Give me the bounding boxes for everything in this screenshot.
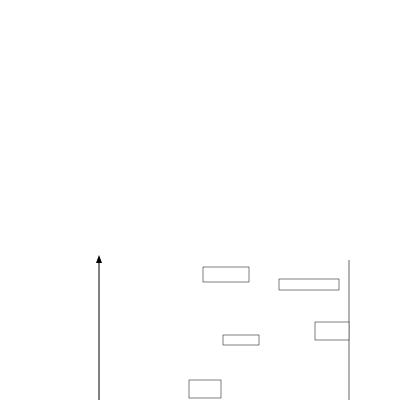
figure-altitude-chart bbox=[53, 252, 391, 400]
y-axis-arrow bbox=[96, 255, 102, 263]
annotation-box-spacecraft bbox=[315, 322, 349, 340]
annotation-box-semiballistic bbox=[279, 279, 339, 290]
chart-svg bbox=[53, 252, 391, 400]
annotation-box-glider bbox=[203, 267, 249, 282]
annotation-box-ballistic bbox=[189, 380, 221, 398]
annotation-box-satellite bbox=[223, 335, 259, 345]
